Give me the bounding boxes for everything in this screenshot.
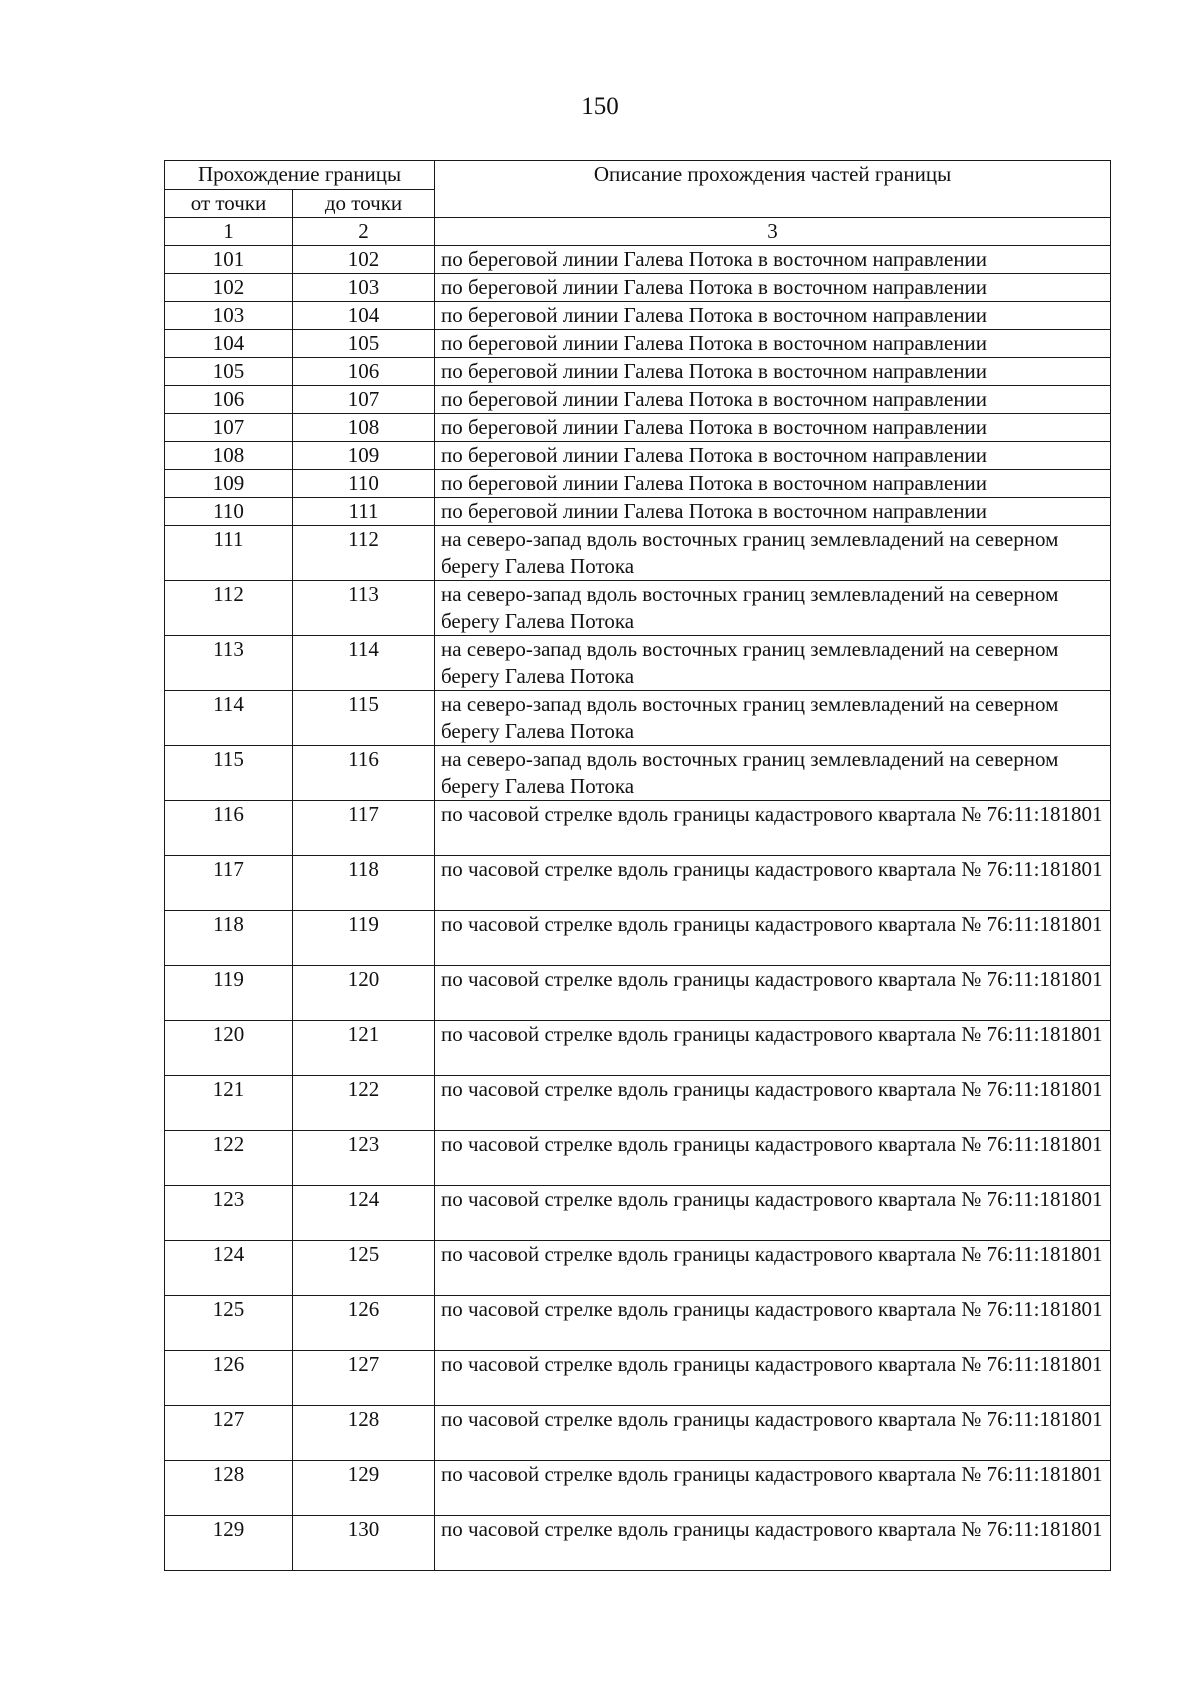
description-cell: по часовой стрелке вдоль границы кадастрового квартала № 76:11:181801 (435, 1131, 1111, 1186)
description-cell: по часовой стрелке вдоль границы кадастрового квартала № 76:11:181801 (435, 801, 1111, 856)
to-point-cell: 110 (293, 470, 435, 498)
header-from-cell: от точки (165, 190, 293, 218)
from-point-cell: 110 (165, 498, 293, 526)
to-point-cell: 120 (293, 966, 435, 1021)
from-point-cell: 102 (165, 274, 293, 302)
column-number-row (165, 218, 1111, 246)
column-number: 3 (435, 218, 1111, 246)
to-point-cell: 116 (293, 746, 435, 801)
from-point-cell: 115 (165, 746, 293, 801)
to-point-cell: 111 (293, 498, 435, 526)
description-cell: по береговой линии Галева Потока в восточном направлении (435, 442, 1111, 470)
to-point-cell: 103 (293, 274, 435, 302)
header-row (165, 161, 1111, 190)
description-cell: на северо-запад вдоль восточных границ землевладений на северном берегу Галева Потока (435, 746, 1111, 801)
page-number: 150 (581, 93, 619, 120)
boundary-table (164, 160, 1111, 1571)
from-point-cell: 101 (165, 246, 293, 274)
description-cell: по часовой стрелке вдоль границы кадастрового квартала № 76:11:181801 (435, 1021, 1111, 1076)
description-cell: на северо-запад вдоль восточных границ землевладений на северном берегу Галева Потока (435, 581, 1111, 636)
from-point-cell: 127 (165, 1406, 293, 1461)
from-point-cell: 111 (165, 526, 293, 581)
header-description-cell: Описание прохождения частей границы (435, 161, 1111, 218)
to-point-cell: 129 (293, 1461, 435, 1516)
table-row (165, 358, 1111, 386)
to-point-cell: 109 (293, 442, 435, 470)
from-point-cell: 122 (165, 1131, 293, 1186)
table-row (165, 498, 1111, 526)
from-point-cell: 114 (165, 691, 293, 746)
from-point-cell: 117 (165, 856, 293, 911)
to-point-cell: 128 (293, 1406, 435, 1461)
to-point-cell: 113 (293, 581, 435, 636)
from-point-cell: 116 (165, 801, 293, 856)
to-point-cell: 112 (293, 526, 435, 581)
to-point-cell: 114 (293, 636, 435, 691)
table-row (165, 1461, 1111, 1516)
to-point-cell: 107 (293, 386, 435, 414)
description-cell: по часовой стрелке вдоль границы кадастрового квартала № 76:11:181801 (435, 966, 1111, 1021)
description-cell: по часовой стрелке вдоль границы кадастрового квартала № 76:11:181801 (435, 1461, 1111, 1516)
description-cell: по часовой стрелке вдоль границы кадастрового квартала № 76:11:181801 (435, 1076, 1111, 1131)
to-point-cell: 117 (293, 801, 435, 856)
table-row (165, 636, 1111, 691)
from-point-cell: 103 (165, 302, 293, 330)
from-point-cell: 108 (165, 442, 293, 470)
table-row (165, 746, 1111, 801)
table-row (165, 911, 1111, 966)
from-point-cell: 128 (165, 1461, 293, 1516)
table-row (165, 1186, 1111, 1241)
header-group-cell: Прохождение границы (165, 161, 435, 190)
table-row (165, 526, 1111, 581)
from-point-cell: 129 (165, 1516, 293, 1571)
to-point-cell: 106 (293, 358, 435, 386)
table-row (165, 1296, 1111, 1351)
to-point-cell: 102 (293, 246, 435, 274)
description-cell: на северо-запад вдоль восточных границ землевладений на северном берегу Галева Потока (435, 636, 1111, 691)
table-row (165, 1241, 1111, 1296)
description-cell: по береговой линии Галева Потока в восточном направлении (435, 358, 1111, 386)
to-point-cell: 126 (293, 1296, 435, 1351)
table-row (165, 966, 1111, 1021)
from-point-cell: 126 (165, 1351, 293, 1406)
description-cell: по береговой линии Галева Потока в восточном направлении (435, 386, 1111, 414)
to-point-cell: 122 (293, 1076, 435, 1131)
description-cell: по часовой стрелке вдоль границы кадастрового квартала № 76:11:181801 (435, 911, 1111, 966)
table-row (165, 801, 1111, 856)
table-row (165, 470, 1111, 498)
to-point-cell: 130 (293, 1516, 435, 1571)
description-cell: по часовой стрелке вдоль границы кадастрового квартала № 76:11:181801 (435, 1351, 1111, 1406)
table-row (165, 386, 1111, 414)
table-row (165, 442, 1111, 470)
table-row (165, 691, 1111, 746)
description-cell: по береговой линии Галева Потока в восточном направлении (435, 274, 1111, 302)
to-point-cell: 119 (293, 911, 435, 966)
description-cell: по часовой стрелке вдоль границы кадастрового квартала № 76:11:181801 (435, 1296, 1111, 1351)
description-cell: по береговой линии Галева Потока в восточном направлении (435, 246, 1111, 274)
to-point-cell: 124 (293, 1186, 435, 1241)
to-point-cell: 123 (293, 1131, 435, 1186)
from-point-cell: 125 (165, 1296, 293, 1351)
from-point-cell: 112 (165, 581, 293, 636)
to-point-cell: 125 (293, 1241, 435, 1296)
table-row (165, 330, 1111, 358)
description-cell: по часовой стрелке вдоль границы кадастрового квартала № 76:11:181801 (435, 1406, 1111, 1461)
description-cell: по береговой линии Галева Потока в восточном направлении (435, 330, 1111, 358)
description-cell: по часовой стрелке вдоль границы кадастрового квартала № 76:11:181801 (435, 1186, 1111, 1241)
to-point-cell: 127 (293, 1351, 435, 1406)
description-cell: по береговой линии Галева Потока в восточном направлении (435, 470, 1111, 498)
table-row (165, 274, 1111, 302)
to-point-cell: 115 (293, 691, 435, 746)
to-point-cell: 118 (293, 856, 435, 911)
description-cell: по береговой линии Галева Потока в восточном направлении (435, 414, 1111, 442)
table-row (165, 1021, 1111, 1076)
description-cell: по береговой линии Галева Потока в восточном направлении (435, 498, 1111, 526)
description-cell: по часовой стрелке вдоль границы кадастрового квартала № 76:11:181801 (435, 1241, 1111, 1296)
from-point-cell: 121 (165, 1076, 293, 1131)
from-point-cell: 107 (165, 414, 293, 442)
from-point-cell: 105 (165, 358, 293, 386)
from-point-cell: 118 (165, 911, 293, 966)
to-point-cell: 108 (293, 414, 435, 442)
from-point-cell: 113 (165, 636, 293, 691)
table-body (165, 161, 1111, 1571)
description-cell: на северо-запад вдоль восточных границ землевладений на северном берегу Галева Потока (435, 691, 1111, 746)
to-point-cell: 104 (293, 302, 435, 330)
from-point-cell: 109 (165, 470, 293, 498)
to-point-cell: 105 (293, 330, 435, 358)
table-row (165, 246, 1111, 274)
table-row (165, 1351, 1111, 1406)
from-point-cell: 106 (165, 386, 293, 414)
column-number: 1 (165, 218, 293, 246)
column-number: 2 (293, 218, 435, 246)
table-row (165, 1406, 1111, 1461)
description-cell: по часовой стрелке вдоль границы кадастрового квартала № 76:11:181801 (435, 856, 1111, 911)
from-point-cell: 120 (165, 1021, 293, 1076)
description-cell: по часовой стрелке вдоль границы кадастрового квартала № 76:11:181801 (435, 1516, 1111, 1571)
table-row (165, 581, 1111, 636)
from-point-cell: 119 (165, 966, 293, 1021)
from-point-cell: 124 (165, 1241, 293, 1296)
table-row (165, 1131, 1111, 1186)
description-cell: на северо-запад вдоль восточных границ землевладений на северном берегу Галева Потока (435, 526, 1111, 581)
from-point-cell: 123 (165, 1186, 293, 1241)
description-cell: по береговой линии Галева Потока в восточном направлении (435, 302, 1111, 330)
table-row (165, 414, 1111, 442)
table-row (165, 856, 1111, 911)
table-row (165, 1076, 1111, 1131)
from-point-cell: 104 (165, 330, 293, 358)
table-row (165, 302, 1111, 330)
to-point-cell: 121 (293, 1021, 435, 1076)
header-to-cell: до точки (293, 190, 435, 218)
table-row (165, 1516, 1111, 1571)
